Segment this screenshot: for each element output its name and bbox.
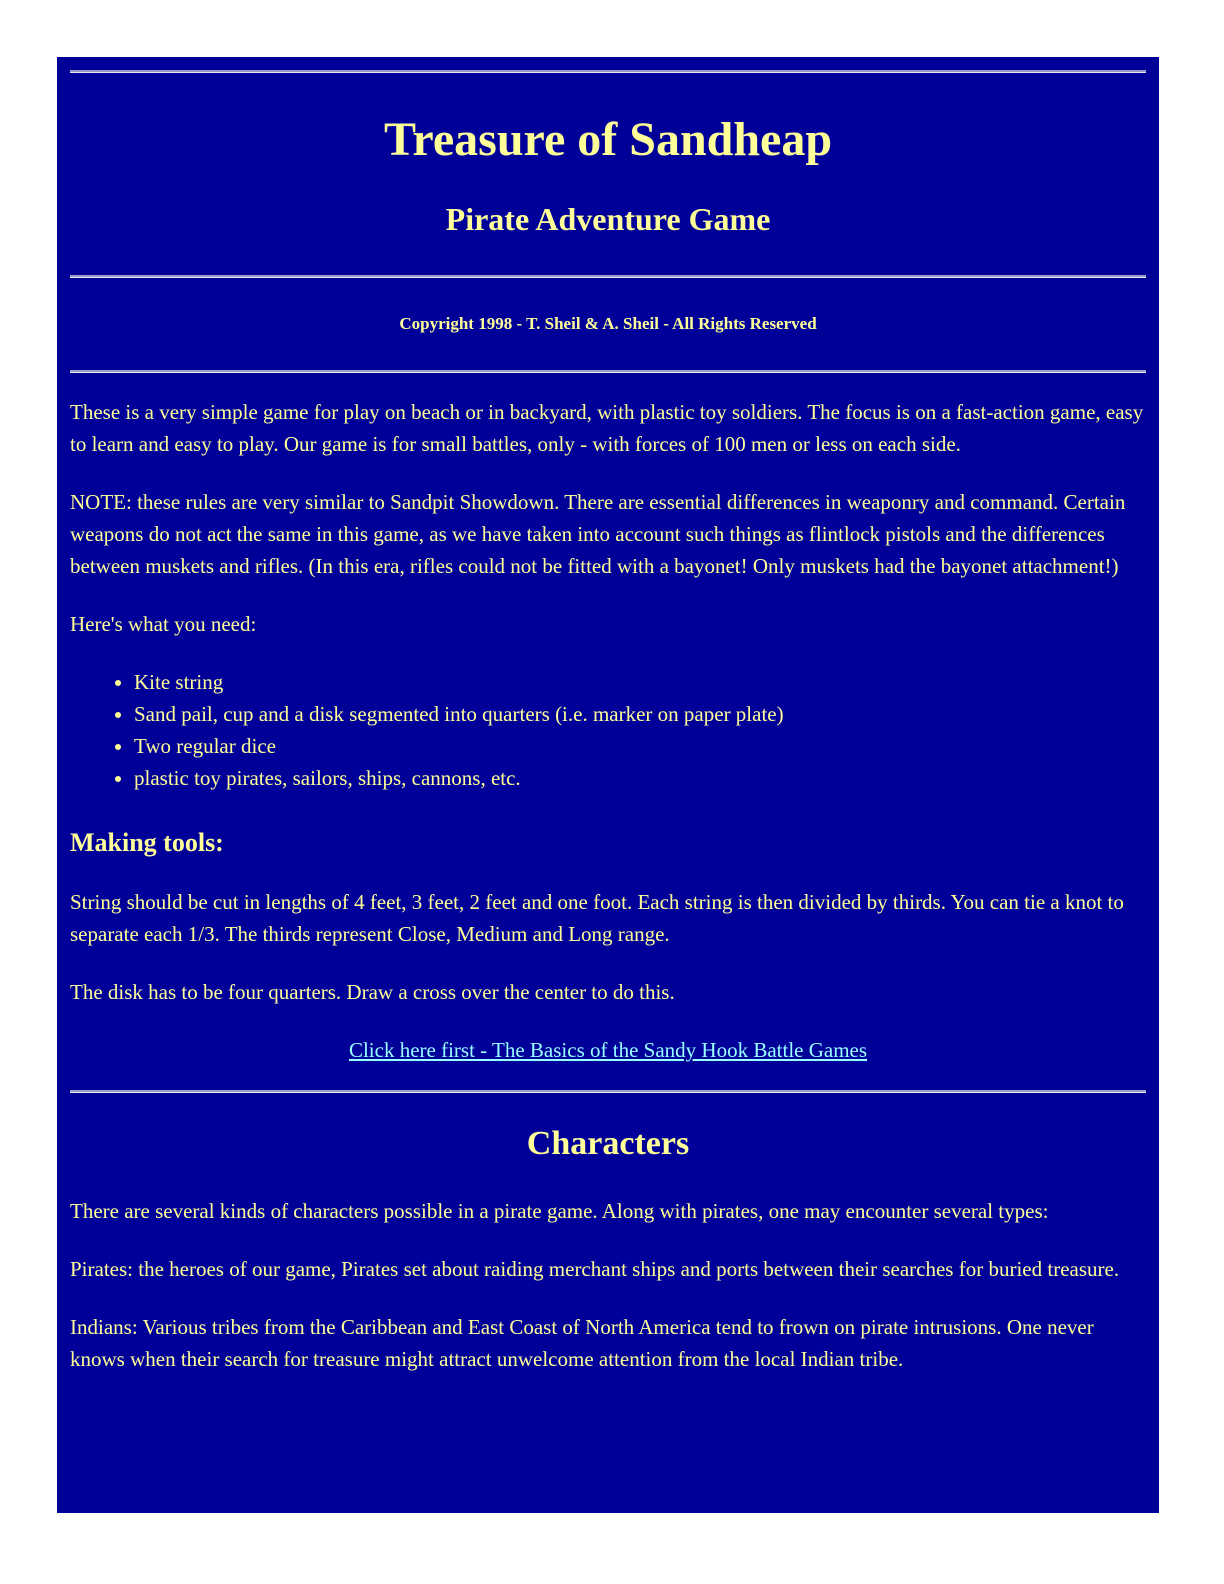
- basics-link-wrapper: [70, 1034, 1146, 1066]
- list-item: • plastic toy pirates, sailors, ships, cannons, etc.: [134, 762, 1146, 794]
- page-title: Treasure of Sandheap: [383, 113, 833, 166]
- page-container: [57, 57, 1159, 1513]
- characters-intro-paragraph: There are several kinds of characters possible in a pirate game. Along with pirates, one may encounter several types:: [70, 1199, 1049, 1223]
- string-paragraph: String should be cut in lengths of 4 feet, 3 feet, 2 feet and one foot. Each string is then divided by thirds. You can tie a knot to separate each 1/3. The thirds represent Close, Medium and Long range.: [70, 890, 1124, 946]
- list-item: • Sand pail, cup and a disk segmented into quarters (i.e. marker on paper plate): [134, 698, 1146, 730]
- intro-paragraph: These is a very simple game for play on beach or in backyard, with plastic toy soldiers. The focus is on a fast-action game, easy to learn and easy to play. Our game is for small battles, only - with forces of 100 men or less on each side.: [70, 400, 1144, 456]
- basics-link[interactable]: Click here first - The Basics of the Sandy Hook Battle Games: [348, 1038, 868, 1062]
- note-paragraph: NOTE: these rules are very similar to Sandpit Showdown. There are essential differences in weaponry and command. Certain weapons do not act the same in this game, as we have taken into account such things as flintlock pistols and the differences between muskets and rifles. (In this era, rifles could not be fitted with a bayonet! Only muskets had the bayonet attachment!): [70, 490, 1126, 578]
- list-item: • Kite string: [134, 666, 1146, 698]
- characters-heading: Characters: [526, 1125, 690, 1162]
- needs-heading: Here's what you need:: [70, 612, 257, 636]
- needs-list: [70, 666, 1146, 794]
- pirates-paragraph: Pirates: the heroes of our game, Pirates set about raiding merchant ships and ports between their searches for buried treasure.: [70, 1257, 1120, 1281]
- making-tools-heading: Making tools:: [70, 828, 224, 857]
- indians-paragraph: Indians: Various tribes from the Caribbean and East Coast of North America tend to frown on pirate intrusions. One never knows when their search for treasure might attract unwelcome attention from the local Indian tribe.: [70, 1315, 1094, 1371]
- copyright-notice: Copyright 1998 - T. Sheil & A. Sheil - All Rights Reserved: [399, 314, 817, 333]
- disk-paragraph: The disk has to be four quarters. Draw a cross over the center to do this.: [70, 980, 675, 1004]
- list-item: • Two regular dice: [134, 730, 1146, 762]
- page-subtitle: Pirate Adventure Game: [445, 201, 771, 237]
